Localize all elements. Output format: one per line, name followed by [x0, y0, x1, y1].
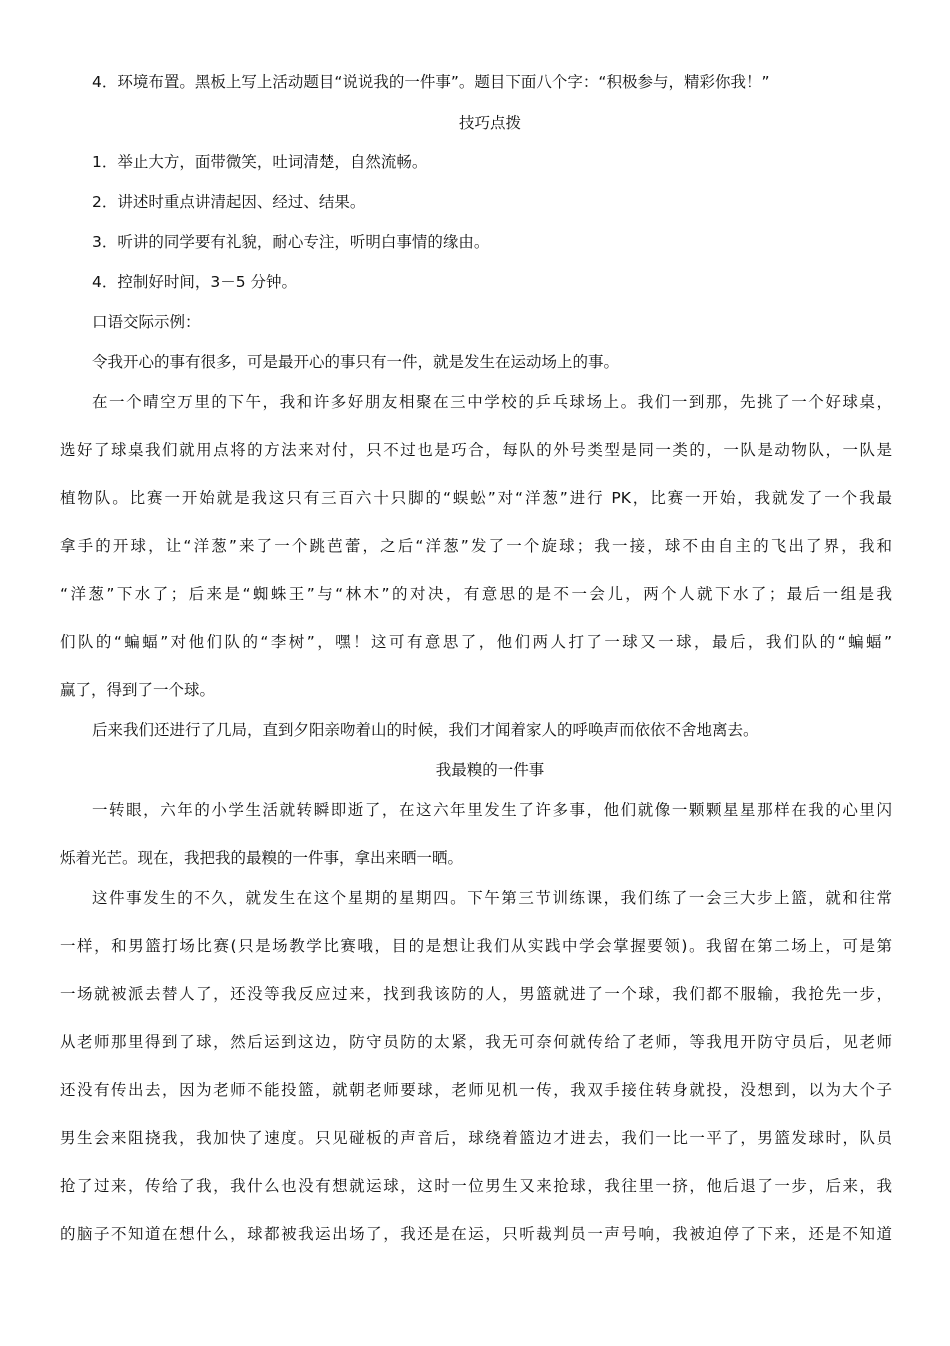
essay-paragraph-1-line: 烁着光芒。现在，我把我的最糗的一件事，拿出来晒一晒。 [60, 849, 464, 867]
example-label: 口语交际示例： [92, 313, 201, 331]
essay-paragraph-2-line: 一场就被派去替人了，还没等我反应过来，找到我该防的人，男篮就进了一个球，我们都不服输，我抢先一步， [60, 985, 892, 1003]
example-paragraph-2-line: 在一个晴空万里的下午，我和许多好朋友相聚在三中学校的乒乓球场上。我们一到那，先挑了一个好球桌， [92, 393, 892, 411]
example-paragraph-2-line: 们队的“蝙蝠”对他们队的“李树”，嘿！这可有意思了，他们两人打了一球又一球，最后，我们队的“蝙蝠” [60, 633, 892, 651]
tips-item-1: 1．举止大方，面带微笑，吐词清楚，自然流畅。 [92, 153, 428, 171]
example-paragraph-2-line: 选好了球桌我们就用点将的方法来对付，只不过也是巧合，每队的外号类型是同一类的，一队是动物队，一队是 [60, 441, 892, 459]
example-paragraph-2-line: 植物队。比赛一开始就是我这只有三百六十只脚的“蜈蚣”对“洋葱”进行 PK，比赛一开始，我就发了一个我最 [60, 489, 892, 507]
tips-item-4: 4．控制好时间，3－5 分钟。 [92, 273, 298, 291]
essay-paragraph-2-line: 抢了过来，传给了我，我什么也没有想就运球，这时一位男生又来抢球，我往里一挤，他后退了一步，后来，我 [60, 1177, 892, 1195]
environment-item-4: 4．环境布置。黑板上写上活动题目“说说我的一件事”。题目下面八个字：“积极参与，精彩你我！” [92, 73, 770, 91]
essay-title: 我最糗的一件事 [435, 761, 545, 779]
example-paragraph-1: 令我开心的事有很多，可是最开心的事只有一件，就是发生在运动场上的事。 [92, 353, 620, 371]
essay-paragraph-2-line: 这件事发生的不久，就发生在这个星期的星期四。下午第三节训练课，我们练了一会三大步上篮，就和往常 [92, 889, 892, 907]
example-paragraph-2-line: 赢了，得到了一个球。 [60, 681, 216, 699]
essay-paragraph-2-line: 一样，和男篮打场比赛(只是场教学比赛哦，目的是想让我们从实践中学会掌握要领)。我留在第二场上，可是第 [60, 937, 892, 955]
example-paragraph-2-line: “洋葱”下水了；后来是“蜘蛛王”与“林木”的对决，有意思的是不一会儿，两个人就下水了；最后一组是我 [60, 585, 892, 603]
essay-paragraph-2-line: 的脑子不知道在想什么，球都被我运出场了，我还是在运，只听裁判员一声号响，我被迫停了下来，还是不知道 [60, 1225, 892, 1243]
example-paragraph-2-line: 拿手的开球，让“洋葱”来了一个跳芭蕾，之后“洋葱”发了一个旋球；我一接，球不由自主的飞出了界，我和 [60, 537, 892, 555]
tips-item-2: 2．讲述时重点讲清起因、经过、结果。 [92, 193, 366, 211]
tips-heading: 技巧点拨 [458, 114, 521, 132]
essay-paragraph-1-line: 一转眼，六年的小学生活就转瞬即逝了，在这六年里发生了许多事，他们就像一颗颗星星那样在我的心里闪 [92, 801, 892, 819]
essay-paragraph-2-line: 还没有传出去，因为老师不能投篮，就朝老师要球，老师见机一传，我双手接住转身就投，没想到，以为大个子 [60, 1081, 892, 1099]
essay-paragraph-2-line: 从老师那里得到了球，然后运到这边，防守员防的太紧，我无可奈何就传给了老师，等我甩开防守员后，见老师 [60, 1033, 892, 1051]
essay-paragraph-2-line: 男生会来阻挠我，我加快了速度。只见碰板的声音后，球绕着篮边才进去，我们一比一平了，男篮发球时，队员 [60, 1129, 892, 1147]
example-paragraph-3: 后来我们还进行了几局，直到夕阳亲吻着山的时候，我们才闻着家人的呼唤声而依依不舍地离去。 [92, 721, 759, 739]
tips-item-3: 3．听讲的同学要有礼貌，耐心专注，听明白事情的缘由。 [92, 233, 490, 251]
